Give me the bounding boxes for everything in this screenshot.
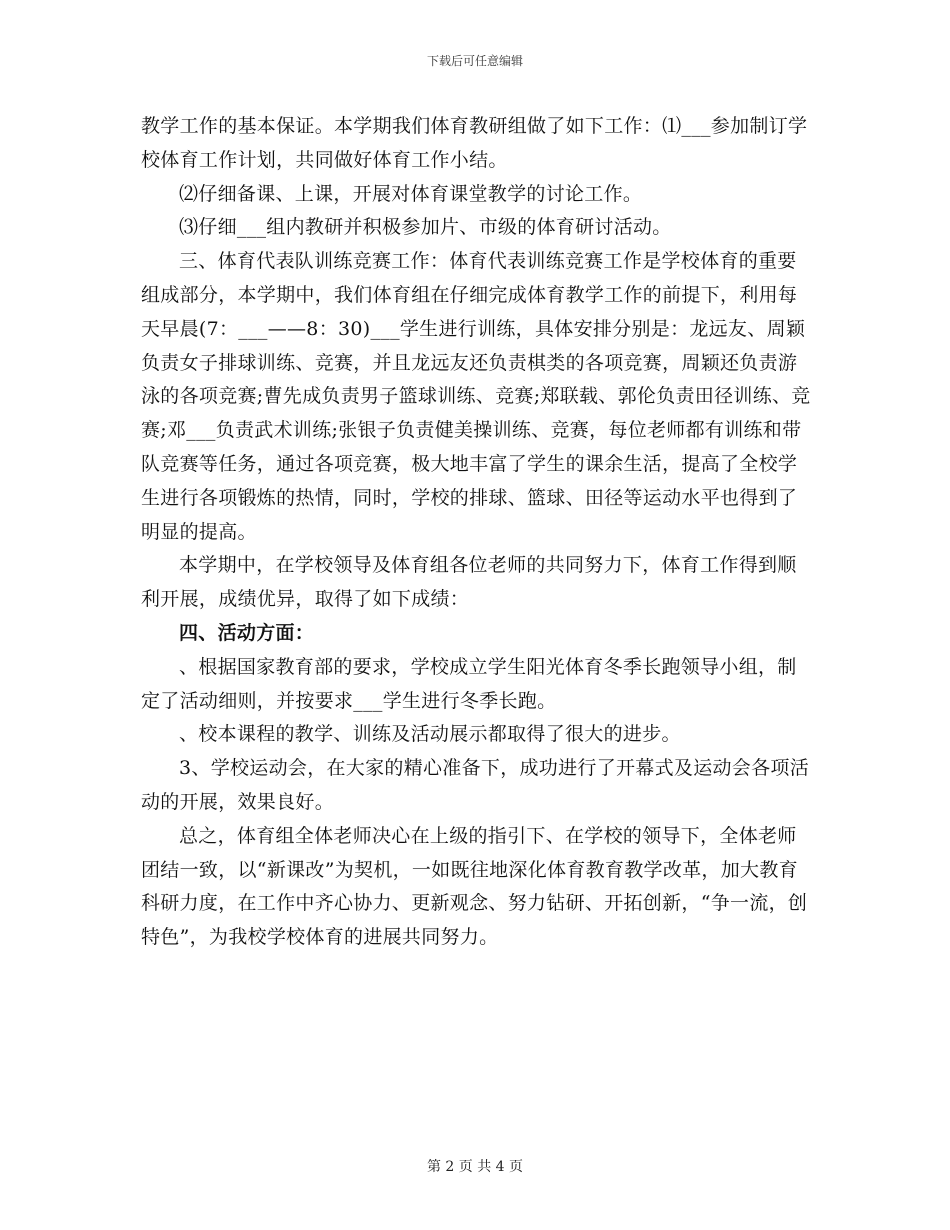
paragraph-lesson-prep: ⑵仔细备课、上课，开展对体育课堂教学的讨论工作。	[179, 182, 643, 205]
paragraph-teaching-work: 教学工作的基本保证。本学期我们体育教研组做了如下工作：⑴___参加制订学校体育工作计划，共同做好体育工作小结。	[141, 115, 808, 171]
paragraph-school-courses: 、校本课程的教学、训练及活动展示都取得了很大的进步。	[179, 723, 681, 746]
page-header-note: 下载后可任意编辑	[426, 54, 523, 68]
section-heading-activities: 四、活动方面：	[179, 621, 315, 644]
page-number: 第 2 页 共 4 页	[426, 1159, 524, 1175]
document-body	[141, 110, 811, 955]
paragraph-semester-results: 本学期中，在学校领导及体育组各位老师的共同努力下，体育工作得到顺利开展，成绩优异，取得了如下成绩：	[141, 554, 797, 611]
paragraph-conclusion: 总之，体育组全体老师决心在上级的指引下、在学校的领导下，全体老师团结一致，以“新课改”为契机，一如既往地深化体育教育教学改革，加大教育科研力度，在工作中齐心协力、更新观念、努力钻研、开拓创新，“争一流，创特色”，为我校学校体育的进展共同努力。	[141, 824, 808, 949]
paragraph-research-activity: ⑶仔细___组内教研并积极参加片、市级的体育研讨活动。	[179, 216, 672, 239]
paragraph-winter-running: 、根据国家教育部的要求，学校成立学生阳光体育冬季长跑领导小组，制定了活动细则，并按要求___学生进行冬季长跑。	[141, 655, 797, 712]
paragraph-team-training: 三、体育代表队训练竞赛工作：体育代表训练竞赛工作是学校体育的重要组成部分，本学期中，我们体育组在仔细完成体育教学工作的前提下，利用每天早晨(7：___——8：30)___学生进行训练，具体安排分别是：龙远友、周颖负责女子排球训练、竞赛，并且龙远友还负责棋类的各项竞赛，周颖还负责游泳的各项竞赛;曹先成负责男子篮球训练、竞赛;郑联载、郭伦负责田径训练、竞赛;邓___负责武术训练;张银子负责健美操训练、竞赛，每位老师都有训练和带队竞赛等任务，通过各项竞赛，极大地丰富了学生的课余生活，提高了全校学生进行各项锻炼的热情，同时，学校的排球、篮球、田径等运动水平也得到了明显的提高。	[141, 250, 811, 543]
paragraph-sports-meet: 3、学校运动会，在大家的精心准备下，成功进行了开幕式及运动会各项活动的开展，效果良好。	[141, 757, 809, 813]
